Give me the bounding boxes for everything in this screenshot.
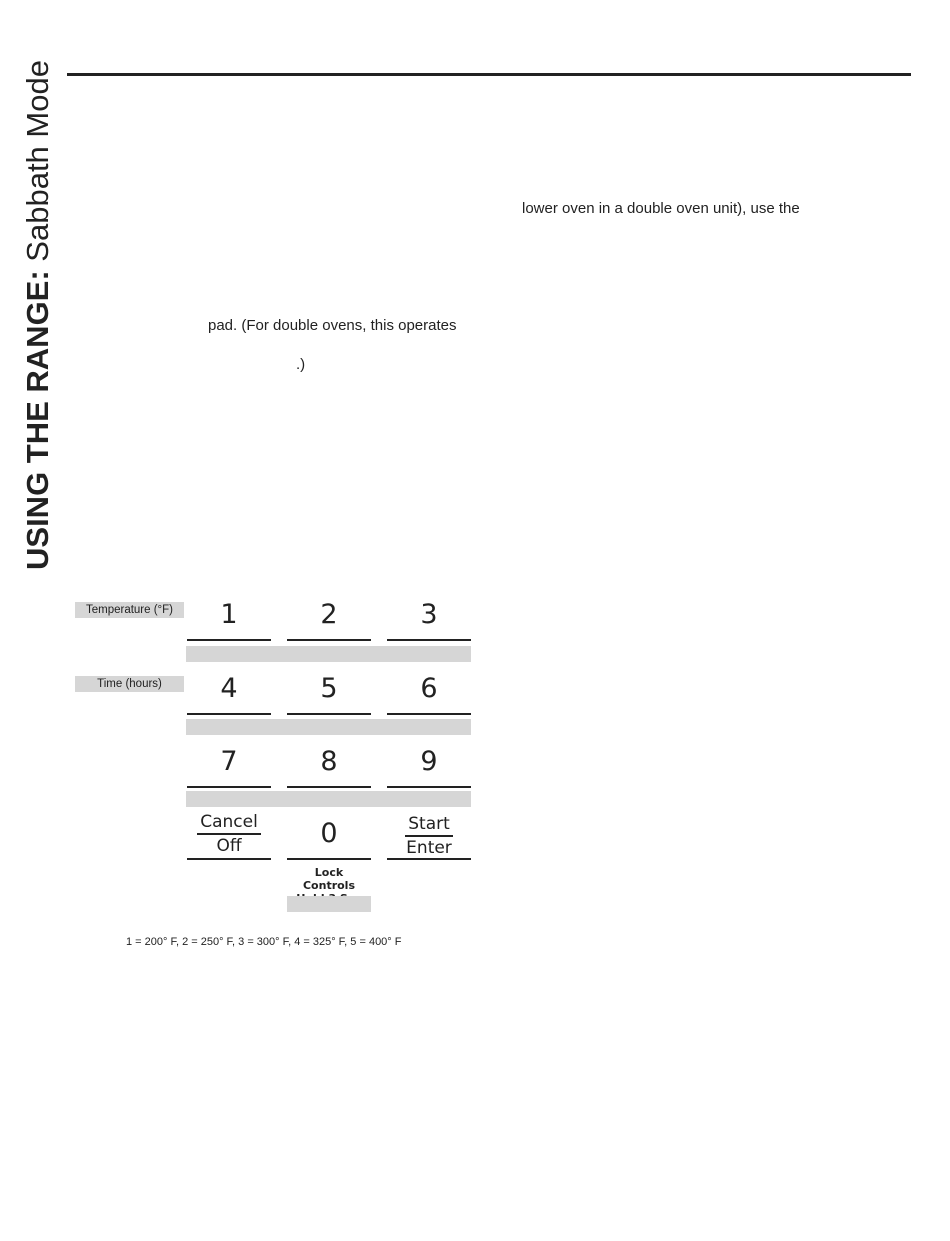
off-label: Off (216, 836, 242, 856)
row-separator-bar-3 (186, 791, 471, 807)
key-4-label: 4 (220, 673, 238, 704)
key-5-label: 5 (320, 673, 338, 704)
side-section-title (20, 60, 56, 570)
key-8-label: 8 (320, 746, 338, 777)
key-2[interactable] (287, 593, 371, 641)
key-0[interactable] (287, 812, 371, 860)
key-7-label: 7 (220, 746, 238, 777)
key-1-label: 1 (220, 599, 238, 630)
cancel-off-key[interactable] (187, 812, 271, 860)
key-7[interactable] (187, 740, 271, 788)
text-fragment-1: lower oven in a double oven unit), use the (522, 200, 800, 217)
enter-label: Enter (406, 838, 452, 858)
start-enter-label (387, 812, 471, 860)
section-title-bold: USING THE RANGE: (20, 270, 55, 570)
section-title-light: Sabbath Mode (20, 60, 55, 271)
key-2-label: 2 (320, 599, 338, 630)
key-4[interactable] (187, 667, 271, 715)
key-6[interactable] (387, 667, 471, 715)
temperature-footnote: 1 = 200° F, 2 = 250° F, 3 = 300° F, 4 = 325° F, 5 = 400° F (126, 936, 402, 948)
start-label: Start (405, 814, 453, 837)
key-6-label: 6 (420, 673, 438, 704)
text-fragment-3: .) (296, 356, 306, 373)
lock-separator-bar (287, 896, 371, 912)
temperature-row-label: Temperature (°F) (75, 602, 184, 618)
cancel-off-label (187, 812, 271, 858)
key-3[interactable] (387, 593, 471, 641)
key-9[interactable] (387, 740, 471, 788)
lock-caption-line-1: Lock Controls (302, 866, 356, 892)
time-row-label: Time (hours) (75, 676, 184, 692)
header-rule (67, 73, 911, 76)
key-1[interactable] (187, 593, 271, 641)
key-9-label: 9 (420, 746, 438, 777)
cancel-label: Cancel (197, 812, 261, 835)
key-0-label: 0 (320, 818, 338, 849)
start-enter-key[interactable] (387, 812, 471, 860)
key-8[interactable] (287, 740, 371, 788)
row-separator-bar-2 (186, 719, 471, 735)
key-3-label: 3 (420, 599, 438, 630)
row-separator-bar-1 (186, 646, 471, 662)
text-fragment-2: pad. (For double ovens, this operates (208, 317, 457, 334)
key-5[interactable] (287, 667, 371, 715)
